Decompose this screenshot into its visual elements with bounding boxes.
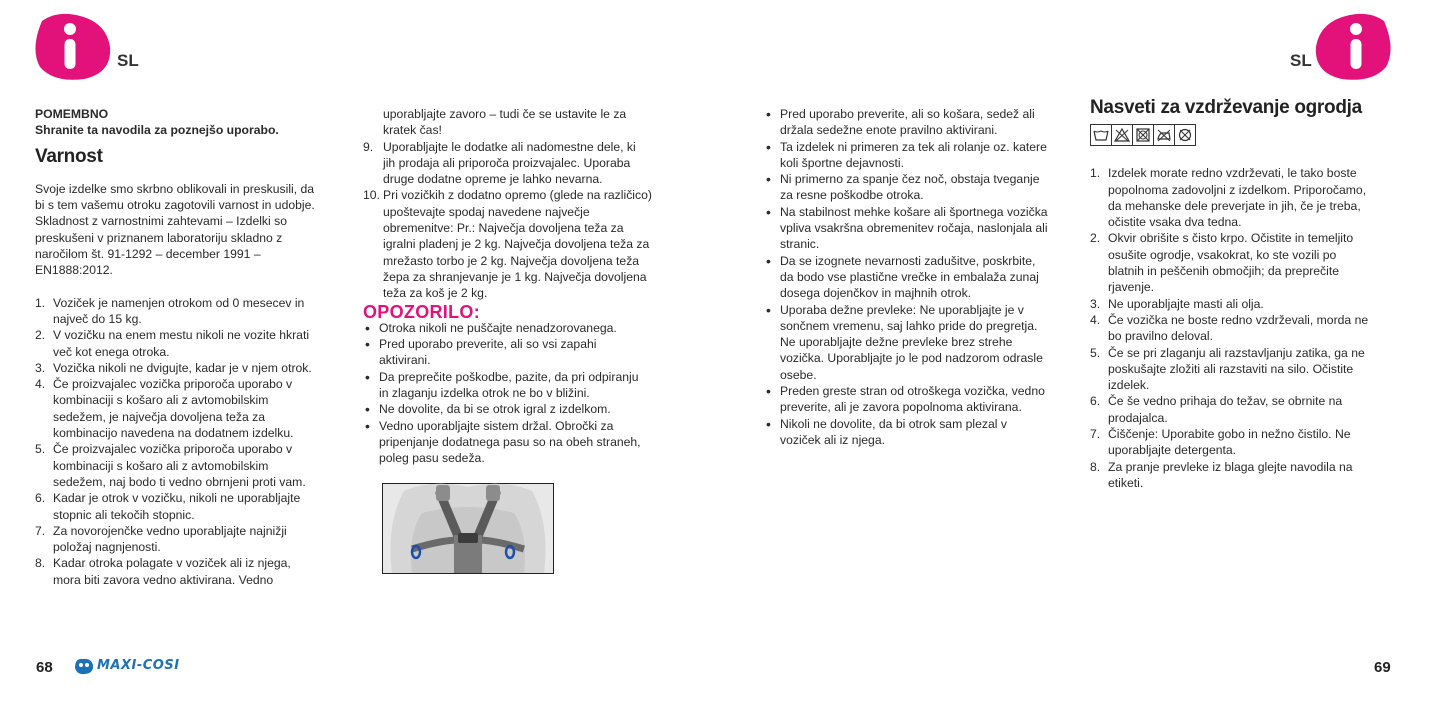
list-item: 5. Če proizvajalec vozička priporoča uporabo v kombinaciji s košaro ali z avtomobilskim sedežem, naj bodo ti vedno obrnjeni proti vam. (35, 442, 306, 489)
left-column-2 (363, 106, 683, 467)
bullet-item: • Da preprečite poškodbe, pazite, da pri odpiranju in zlaganju izdelka otrok ne bo v bližini. (363, 369, 683, 402)
list-item: 7. Čiščenje: Uporabite gobo in nežno čistilo. Ne uporabljajte detergenta. (1090, 427, 1351, 458)
bullet-item: • Pred uporabo preverite, ali so košara, sedež ali držala sedežne enote pravilno aktivirani. (764, 106, 1074, 139)
bullet-item: • Ni primerno za spanje čez noč, obstaja tveganje za resne poškodbe otroka. (764, 171, 1074, 204)
intro-line: bi s tem vašemu otroku zagotovili varnost in udobje. (35, 198, 315, 213)
no-tumble-dry-icon (1133, 125, 1154, 145)
bullet-item: • Na stabilnost mehke košare ali športnega vozička vpliva vsakršna obremenitev ročaja, naslonjala ali stranic. (764, 204, 1074, 253)
list-continuation: uporabljajte zavoro – tudi če se ustavite le za kratek čas! (383, 107, 627, 138)
safety-list (35, 295, 345, 588)
language-label-left: SL (117, 51, 139, 70)
list-item: 3. Vozička nikoli ne dvigujte, kadar je v njem otrok. (35, 360, 312, 375)
intro-paragraph (35, 181, 345, 279)
safety-list-continued (363, 139, 683, 302)
care-list (1090, 165, 1400, 491)
info-i-icon (34, 13, 112, 81)
care-title: Nasveti za vzdrževanje ogrodja (1090, 97, 1362, 118)
intro-line: Skladnost z varnostnimi zahtevami – Izdelki so (35, 214, 287, 229)
bullet-item: • Da se izognete nevarnosti zadušitve, poskrbite, da bodo vse plastične vrečke in embalaža zunaj dosega dojenčkov in majhnih otrok. (764, 253, 1074, 302)
list-item: 5. Če se pri zlaganju ali razstavljanju zatika, ga ne poskušajte zložiti ali razstaviti na silo. Očistite izdelek. (1090, 345, 1365, 393)
list-item: 7. Za novorojenčke vedno uporabljajte najnižji položaj nagnjenosti. (35, 523, 287, 555)
no-dry-clean-icon (1175, 125, 1195, 145)
right-column-1 (764, 106, 1074, 448)
list-item: 6. Kadar je otrok v vozičku, nikoli ne uporabljajte stopnic ali tekočih stopnic. (35, 491, 301, 522)
harness-illustration (382, 483, 554, 574)
left-column-1 (35, 106, 345, 588)
list-item: 9. Uporabljajte le dodatke ali nadomestne dele, ki jih prodaja ali priporoča proizvajalec. Uporaba druge dodatne opreme je lahko nevarna. (363, 139, 636, 187)
no-iron-icon (1154, 125, 1175, 145)
bullet-item: • Uporaba dežne prevleke: Ne uporabljajte je v sončnem vremenu, saj lahko pride do pregretja. Ne uporabljajte dežne prevleke brez strehe vozička. Uporabljajte jo le pod nadzorom odrasle osebe. (764, 302, 1074, 383)
bullet-item: • Ta izdelek ni primeren za tek ali rolanje oz. katere koli športne dejavnosti. (764, 139, 1074, 172)
list-item: 8. Za pranje prevleke iz blaga glejte navodila na etiketi. (1090, 459, 1353, 490)
bullet-item: • Nikoli ne dovolite, da bi otrok sam plezal v voziček ali iz njega. (764, 416, 1074, 449)
bullet-item: • Vedno uporabljajte sistem držal. Obročki za pripenjanje dodatnega pasu so na obeh straneh, poleg pasu sedeža. (363, 418, 683, 467)
important-heading: POMEMBNO (35, 107, 109, 121)
intro-line: naročilom št. 91-1292 – december 1991 – (35, 247, 261, 262)
list-item: 2. V vozičku na enem mestu nikoli ne vozite hkrati več kot enega otroka. (35, 328, 310, 359)
bullet-item: • Preden greste stran od otroškega vozička, vedno preverite, ali je zavora popolnoma aktivirana. (764, 383, 1074, 416)
bullet-item: • Otroka nikoli ne puščajte nenadzorovanega. (363, 320, 683, 336)
list-item: 4. Če proizvajalec vozička priporoča uporabo v kombinaciji s košaro ali z avtomobilskim sedežem, je največja dovoljena teža za kombinacijo navedena na dodatnem izdelku. (35, 377, 294, 441)
list-item: 4. Če vozička ne boste redno vzdrževali, morda ne bo pravilno deloval. (1090, 312, 1369, 344)
list-item: 1. Izdelek morate redno vzdrževati, le tako boste popolnoma zadovoljni z izdelkom. Priporočamo, da mehanske dele preverjate in jih, če je treba, očistite vsaka dva tedna. (1090, 166, 1367, 230)
list-item: 6. Če še vedno prihaja do težav, se obrnite na prodajalca. (1090, 394, 1343, 425)
no-bleach-icon (1112, 125, 1133, 145)
intro-line: Svoje izdelke smo skrbno oblikovali in preskusili, da (35, 181, 315, 196)
wash-30-icon (1091, 125, 1112, 145)
brand-logo (73, 656, 180, 676)
bullet-item: • Ne dovolite, da bi se otrok igral z izdelkom. (363, 401, 683, 417)
safety-title: Varnost (35, 145, 103, 167)
important-subheading: Shranite ta navodila za poznejšo uporabo. (35, 123, 279, 138)
safety-bullets (764, 106, 1074, 448)
warning-title: OPOZORILO: (363, 301, 480, 322)
language-label-right: SL (1290, 51, 1312, 70)
care-symbols (1090, 124, 1196, 146)
list-item: 3. Ne uporabljajte masti ali olja. (1090, 296, 1264, 311)
list-item: 10. Pri vozičkih z dodatno opremo (glede na različico) upoštevajte spodaj navedene največje obremenitve: Pr.: Največja dovoljena teža za igralni pladenj je 2 kg. Največja dovoljena teža za mrežasto torbo je 2 kg. Največja dovoljena teža žepa za shranjevanje je 1 kg. Največja dovoljena teža za koš je 2 kg. (363, 188, 652, 301)
list-item: 1. Voziček je namenjen otrokom od 0 mesecev in največ do 15 kg. (35, 295, 305, 326)
list-item: 2. Okvir obrišite s čisto krpo. Očistite in temeljito osušite ogrodje, vsakokrat, ko ste vozili po blatnih in peščenih območjih; da preprečite rjavenje. (1090, 231, 1354, 295)
intro-line: preskušeni v priznanem laboratoriju skladno z (35, 230, 283, 245)
page-number-left: 68 (36, 659, 53, 676)
maxi-cosi-logo-icon (73, 656, 95, 676)
intro-line: EN1888:2012. (35, 263, 113, 278)
bullet-item: • Pred uporabo preverite, ali so vsi zapahi aktivirani. (363, 336, 683, 369)
list-item: 8. Kadar otroka polagate v voziček ali iz njega, mora biti zavora vedno aktivirana. Vedno (35, 556, 291, 587)
warning-list (363, 320, 683, 467)
page-number-right: 69 (1374, 659, 1391, 676)
info-i-icon (1314, 13, 1392, 81)
brand-name: MAXI-COSI (97, 657, 180, 673)
right-column-2 (1090, 97, 1400, 491)
